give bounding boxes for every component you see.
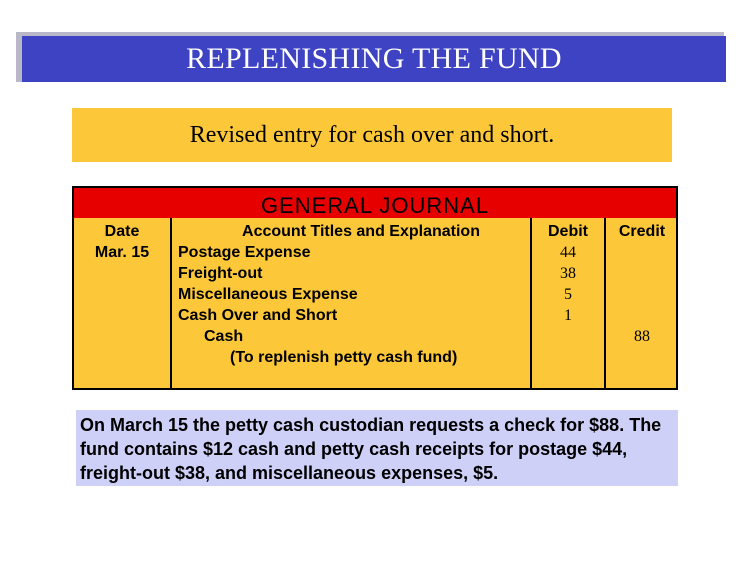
title-bar — [22, 36, 726, 82]
account-header: Account Titles and Explanation — [242, 223, 480, 240]
description-note: On March 15 the petty cash custodian requests a check for $88. The fund contains $12 cash and petty cash receipts for postage $44, freight-out $38, and miscellaneous expenses, $5. — [76, 410, 678, 486]
entry-date: Mar. 15 — [94, 244, 150, 261]
date-header: Date — [104, 223, 140, 240]
credit-column — [606, 218, 678, 388]
credit-header: Credit — [618, 223, 666, 240]
account-line: Postage Expense — [178, 244, 311, 261]
account-line: Miscellaneous Expense — [178, 286, 358, 303]
debit-amount: 5 — [564, 286, 572, 303]
journal-header — [74, 188, 676, 218]
debit-amount: 1 — [564, 307, 572, 324]
page-title: REPLENISHING THE FUND — [186, 42, 562, 75]
subtitle: Revised entry for cash over and short. — [189, 121, 555, 148]
subtitle-box — [72, 108, 672, 162]
debit-header: Debit — [548, 223, 588, 240]
account-column — [172, 218, 532, 388]
debit-amount: 38 — [560, 265, 576, 282]
credit-amount: 88 — [634, 328, 650, 345]
explanation-line: (To replenish petty cash fund) — [230, 349, 458, 366]
general-journal — [72, 186, 678, 390]
debit-amount: 44 — [560, 244, 576, 261]
account-line: Cash Over and Short — [178, 307, 338, 324]
debit-column — [532, 218, 606, 388]
date-column — [74, 218, 172, 388]
journal-title: GENERAL JOURNAL — [260, 193, 490, 218]
credit-account-line: Cash — [204, 328, 244, 345]
account-line: Freight-out — [178, 265, 263, 282]
